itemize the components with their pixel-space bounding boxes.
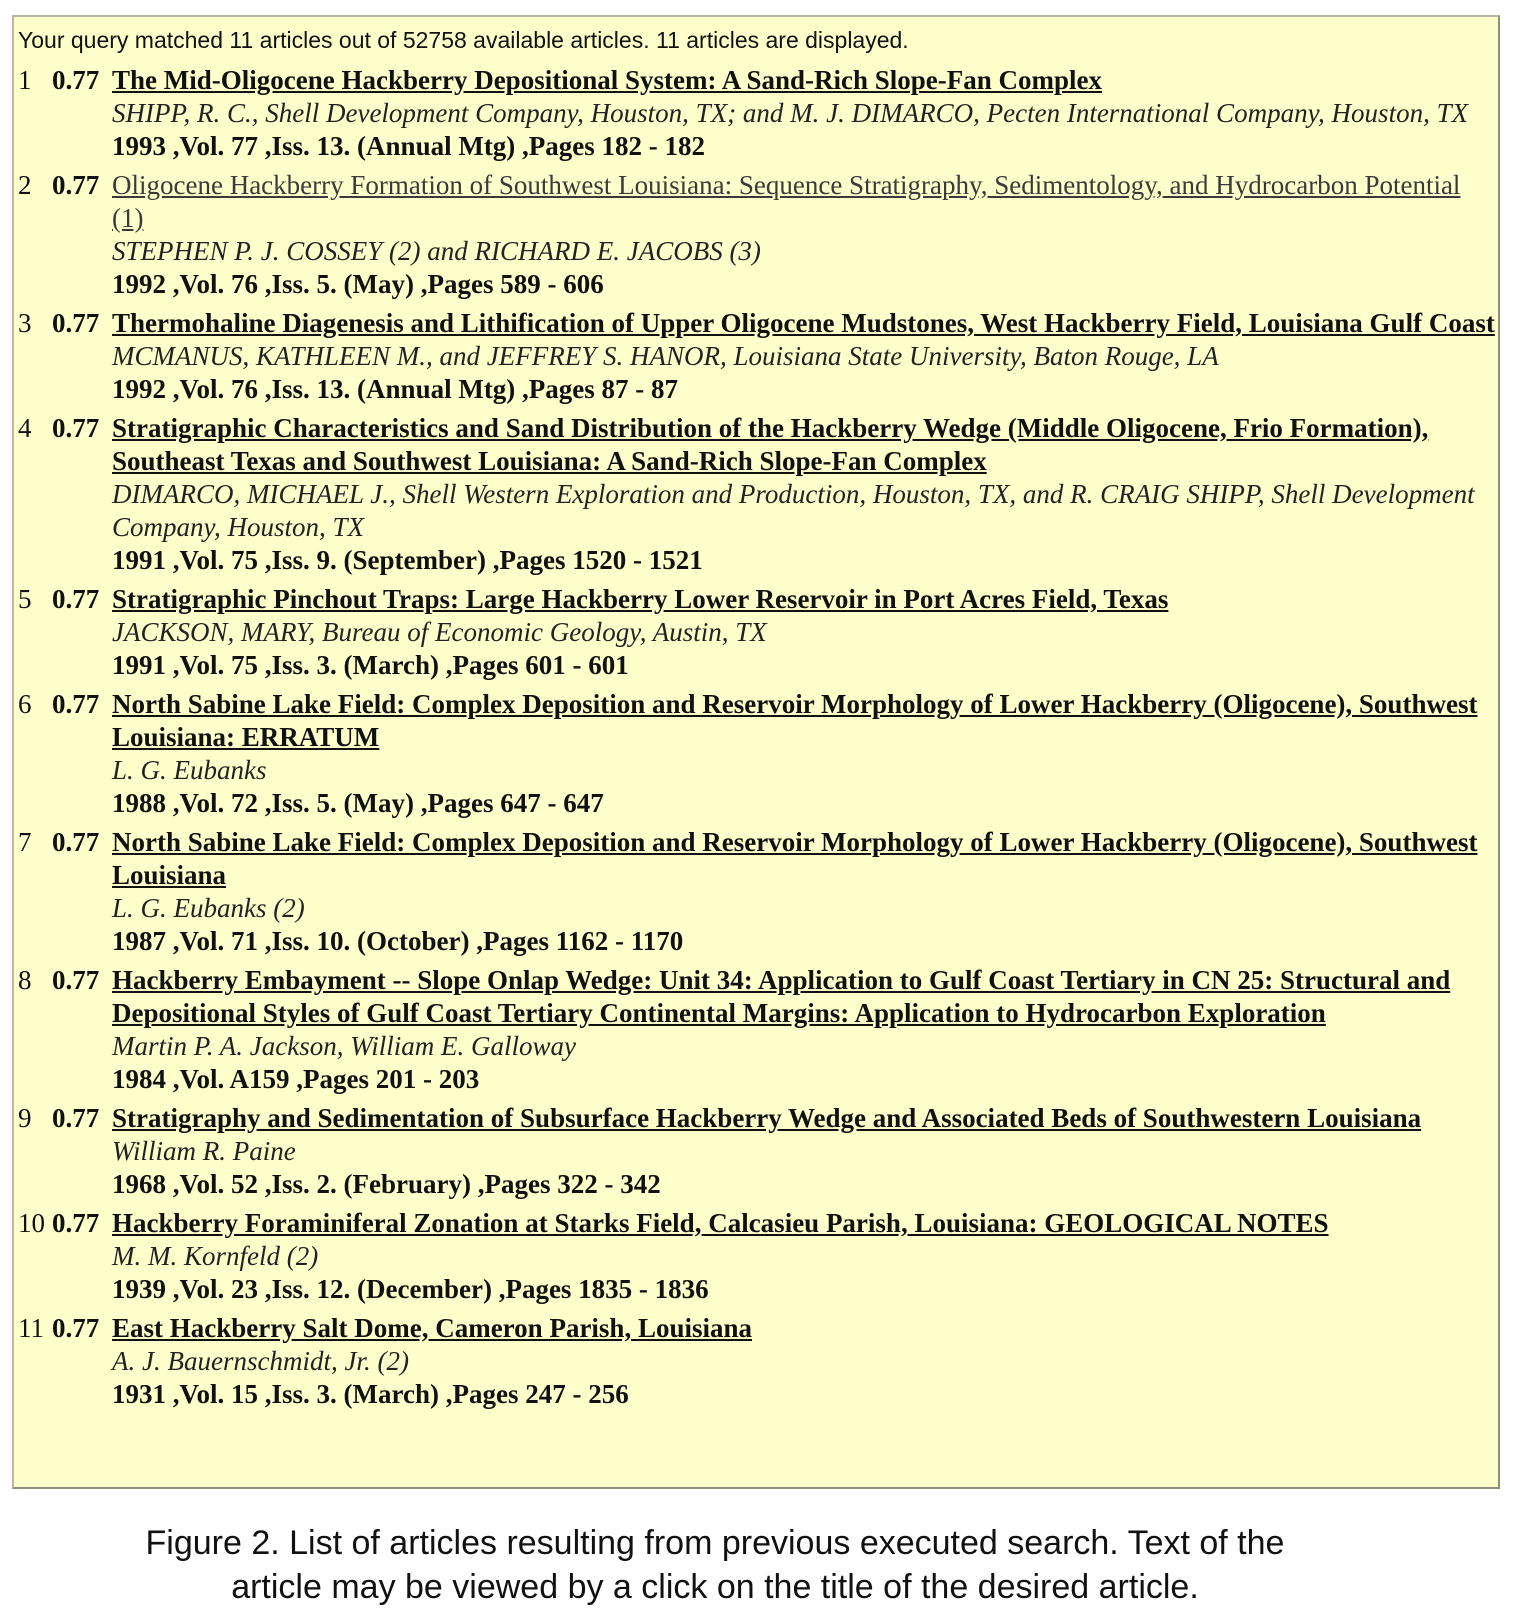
article-citation: 1939 ,Vol. 23 ,Iss. 12. (December) ,Pages 1835 - 1836 (112, 1274, 709, 1304)
article-details (112, 826, 1498, 958)
relevance-score: 0.77 (52, 65, 100, 95)
article-row (18, 688, 1498, 820)
article-details (112, 1207, 1498, 1306)
figure-caption (0, 1521, 1430, 1609)
article-row (18, 169, 1498, 301)
article-authors: JACKSON, MARY, Bureau of Economic Geology, Austin, TX (112, 617, 767, 647)
article-row (18, 826, 1498, 958)
article-citation: 1992 ,Vol. 76 ,Iss. 13. (Annual Mtg) ,Pages 87 - 87 (112, 374, 679, 404)
article-title-link[interactable]: Stratigraphy and Sedimentation of Subsurface Hackberry Wedge and Associated Beds of Southwestern Louisiana (112, 1103, 1422, 1133)
article-authors: L. G. Eubanks (2) (112, 893, 305, 923)
article-authors: DIMARCO, MICHAEL J., Shell Western Exploration and Production, Houston, TX, and R. CRAIG SHIPP, Shell Development Company, Houston, TX (112, 479, 1475, 542)
article-authors: Martin P. A. Jackson, William E. Galloway (112, 1031, 576, 1061)
article-rank: 8 (18, 965, 32, 995)
article-citation: 1968 ,Vol. 52 ,Iss. 2. (February) ,Pages 322 - 342 (112, 1169, 661, 1199)
article-details (112, 1312, 1498, 1411)
article-row (18, 583, 1498, 682)
article-title-link[interactable]: North Sabine Lake Field: Complex Deposition and Reservoir Morphology of Lower Hackberry (Oligocene), Southwest Louisiana: ERRATUM (112, 689, 1478, 752)
article-title-link[interactable]: East Hackberry Salt Dome, Cameron Parish, Louisiana (112, 1313, 752, 1343)
article-rank: 1 (18, 65, 32, 95)
results-panel (12, 15, 1500, 1489)
article-citation: 1984 ,Vol. A159 ,Pages 201 - 203 (112, 1064, 480, 1094)
article-details (112, 64, 1498, 163)
article-title-link[interactable]: Hackberry Embayment -- Slope Onlap Wedge: Unit 34: Application to Gulf Coast Tertiary in CN 25: Structural and Depositional Styles of Gulf Coast Tertiary Continental Margins: Application to Hydrocarbon Exploration (112, 965, 1451, 1028)
article-rank: 9 (18, 1103, 32, 1133)
article-rank: 5 (18, 584, 32, 614)
article-row (18, 64, 1498, 163)
article-rank: 7 (18, 827, 32, 857)
relevance-score: 0.77 (52, 827, 100, 857)
article-title-link[interactable]: North Sabine Lake Field: Complex Deposition and Reservoir Morphology of Lower Hackberry (Oligocene), Southwest Louisiana (112, 827, 1478, 890)
article-details (112, 1102, 1498, 1201)
article-title-link[interactable]: Thermohaline Diagenesis and Lithification of Upper Oligocene Mudstones, West Hackberry Field, Louisiana Gulf Coast (112, 308, 1495, 338)
relevance-score: 0.77 (52, 1208, 100, 1238)
article-row (18, 1312, 1498, 1411)
article-citation: 1991 ,Vol. 75 ,Iss. 3. (March) ,Pages 601 - 601 (112, 650, 629, 680)
relevance-score: 0.77 (52, 584, 100, 614)
article-row (18, 964, 1498, 1096)
article-authors: M. M. Kornfeld (2) (112, 1241, 319, 1271)
article-citation: 1992 ,Vol. 76 ,Iss. 5. (May) ,Pages 589 - 606 (112, 269, 604, 299)
article-rank: 10 (18, 1208, 45, 1238)
article-citation: 1993 ,Vol. 77 ,Iss. 13. (Annual Mtg) ,Pages 182 - 182 (112, 131, 706, 161)
article-row (18, 307, 1498, 406)
article-title-link[interactable]: Stratigraphic Characteristics and Sand Distribution of the Hackberry Wedge (Middle Oligocene, Frio Formation), Southeast Texas and Southwest Louisiana: A Sand-Rich Slope-Fan Complex (112, 413, 1429, 476)
relevance-score: 0.77 (52, 1313, 100, 1343)
article-rank: 4 (18, 413, 32, 443)
article-rank: 3 (18, 308, 32, 338)
article-citation: 1931 ,Vol. 15 ,Iss. 3. (March) ,Pages 247 - 256 (112, 1379, 629, 1409)
article-row (18, 1207, 1498, 1306)
article-details (112, 412, 1498, 577)
article-list (18, 64, 1498, 1417)
article-citation: 1987 ,Vol. 71 ,Iss. 10. (October) ,Pages 1162 - 1170 (112, 926, 684, 956)
article-rank: 11 (18, 1313, 44, 1343)
relevance-score: 0.77 (52, 689, 100, 719)
article-row (18, 412, 1498, 577)
relevance-score: 0.77 (52, 1103, 100, 1133)
article-citation: 1988 ,Vol. 72 ,Iss. 5. (May) ,Pages 647 - 647 (112, 788, 604, 818)
article-authors: STEPHEN P. J. COSSEY (2) and RICHARD E. JACOBS (3) (112, 236, 761, 266)
relevance-score: 0.77 (52, 308, 100, 338)
query-summary: Your query matched 11 articles out of 52758 available articles. 11 articles are displayed. (18, 27, 909, 53)
article-authors: MCMANUS, KATHLEEN M., and JEFFREY S. HANOR, Louisiana State University, Baton Rouge, LA (112, 341, 1219, 371)
relevance-score: 0.77 (52, 170, 100, 200)
article-details (112, 307, 1498, 406)
article-authors: SHIPP, R. C., Shell Development Company, Houston, TX; and M. J. DIMARCO, Pecten International Company, Houston, TX (112, 98, 1469, 128)
article-citation: 1991 ,Vol. 75 ,Iss. 9. (September) ,Pages 1520 - 1521 (112, 545, 703, 575)
caption-line-2: article may be viewed by a click on the title of the desired article. (231, 1568, 1199, 1606)
article-details (112, 583, 1498, 682)
article-rank: 2 (18, 170, 32, 200)
article-details (112, 688, 1498, 820)
article-authors: L. G. Eubanks (112, 755, 267, 785)
relevance-score: 0.77 (52, 413, 100, 443)
article-details (112, 169, 1498, 301)
article-title-link[interactable]: Stratigraphic Pinchout Traps: Large Hackberry Lower Reservoir in Port Acres Field, Texas (112, 584, 1169, 614)
article-title-link[interactable]: Oligocene Hackberry Formation of Southwest Louisiana: Sequence Stratigraphy, Sedimentology, and Hydrocarbon Potential (1) (112, 170, 1461, 233)
article-title-link[interactable]: The Mid-Oligocene Hackberry Depositional System: A Sand-Rich Slope-Fan Complex (112, 65, 1103, 95)
article-rank: 6 (18, 689, 32, 719)
article-authors: A. J. Bauernschmidt, Jr. (2) (112, 1346, 409, 1376)
article-row (18, 1102, 1498, 1201)
article-authors: William R. Paine (112, 1136, 296, 1166)
article-title-link[interactable]: Hackberry Foraminiferal Zonation at Starks Field, Calcasieu Parish, Louisiana: GEOLOGICAL NOTES (112, 1208, 1329, 1238)
relevance-score: 0.77 (52, 965, 100, 995)
caption-line-1: Figure 2. List of articles resulting from previous executed search. Text of the (145, 1524, 1285, 1562)
article-details (112, 964, 1498, 1096)
